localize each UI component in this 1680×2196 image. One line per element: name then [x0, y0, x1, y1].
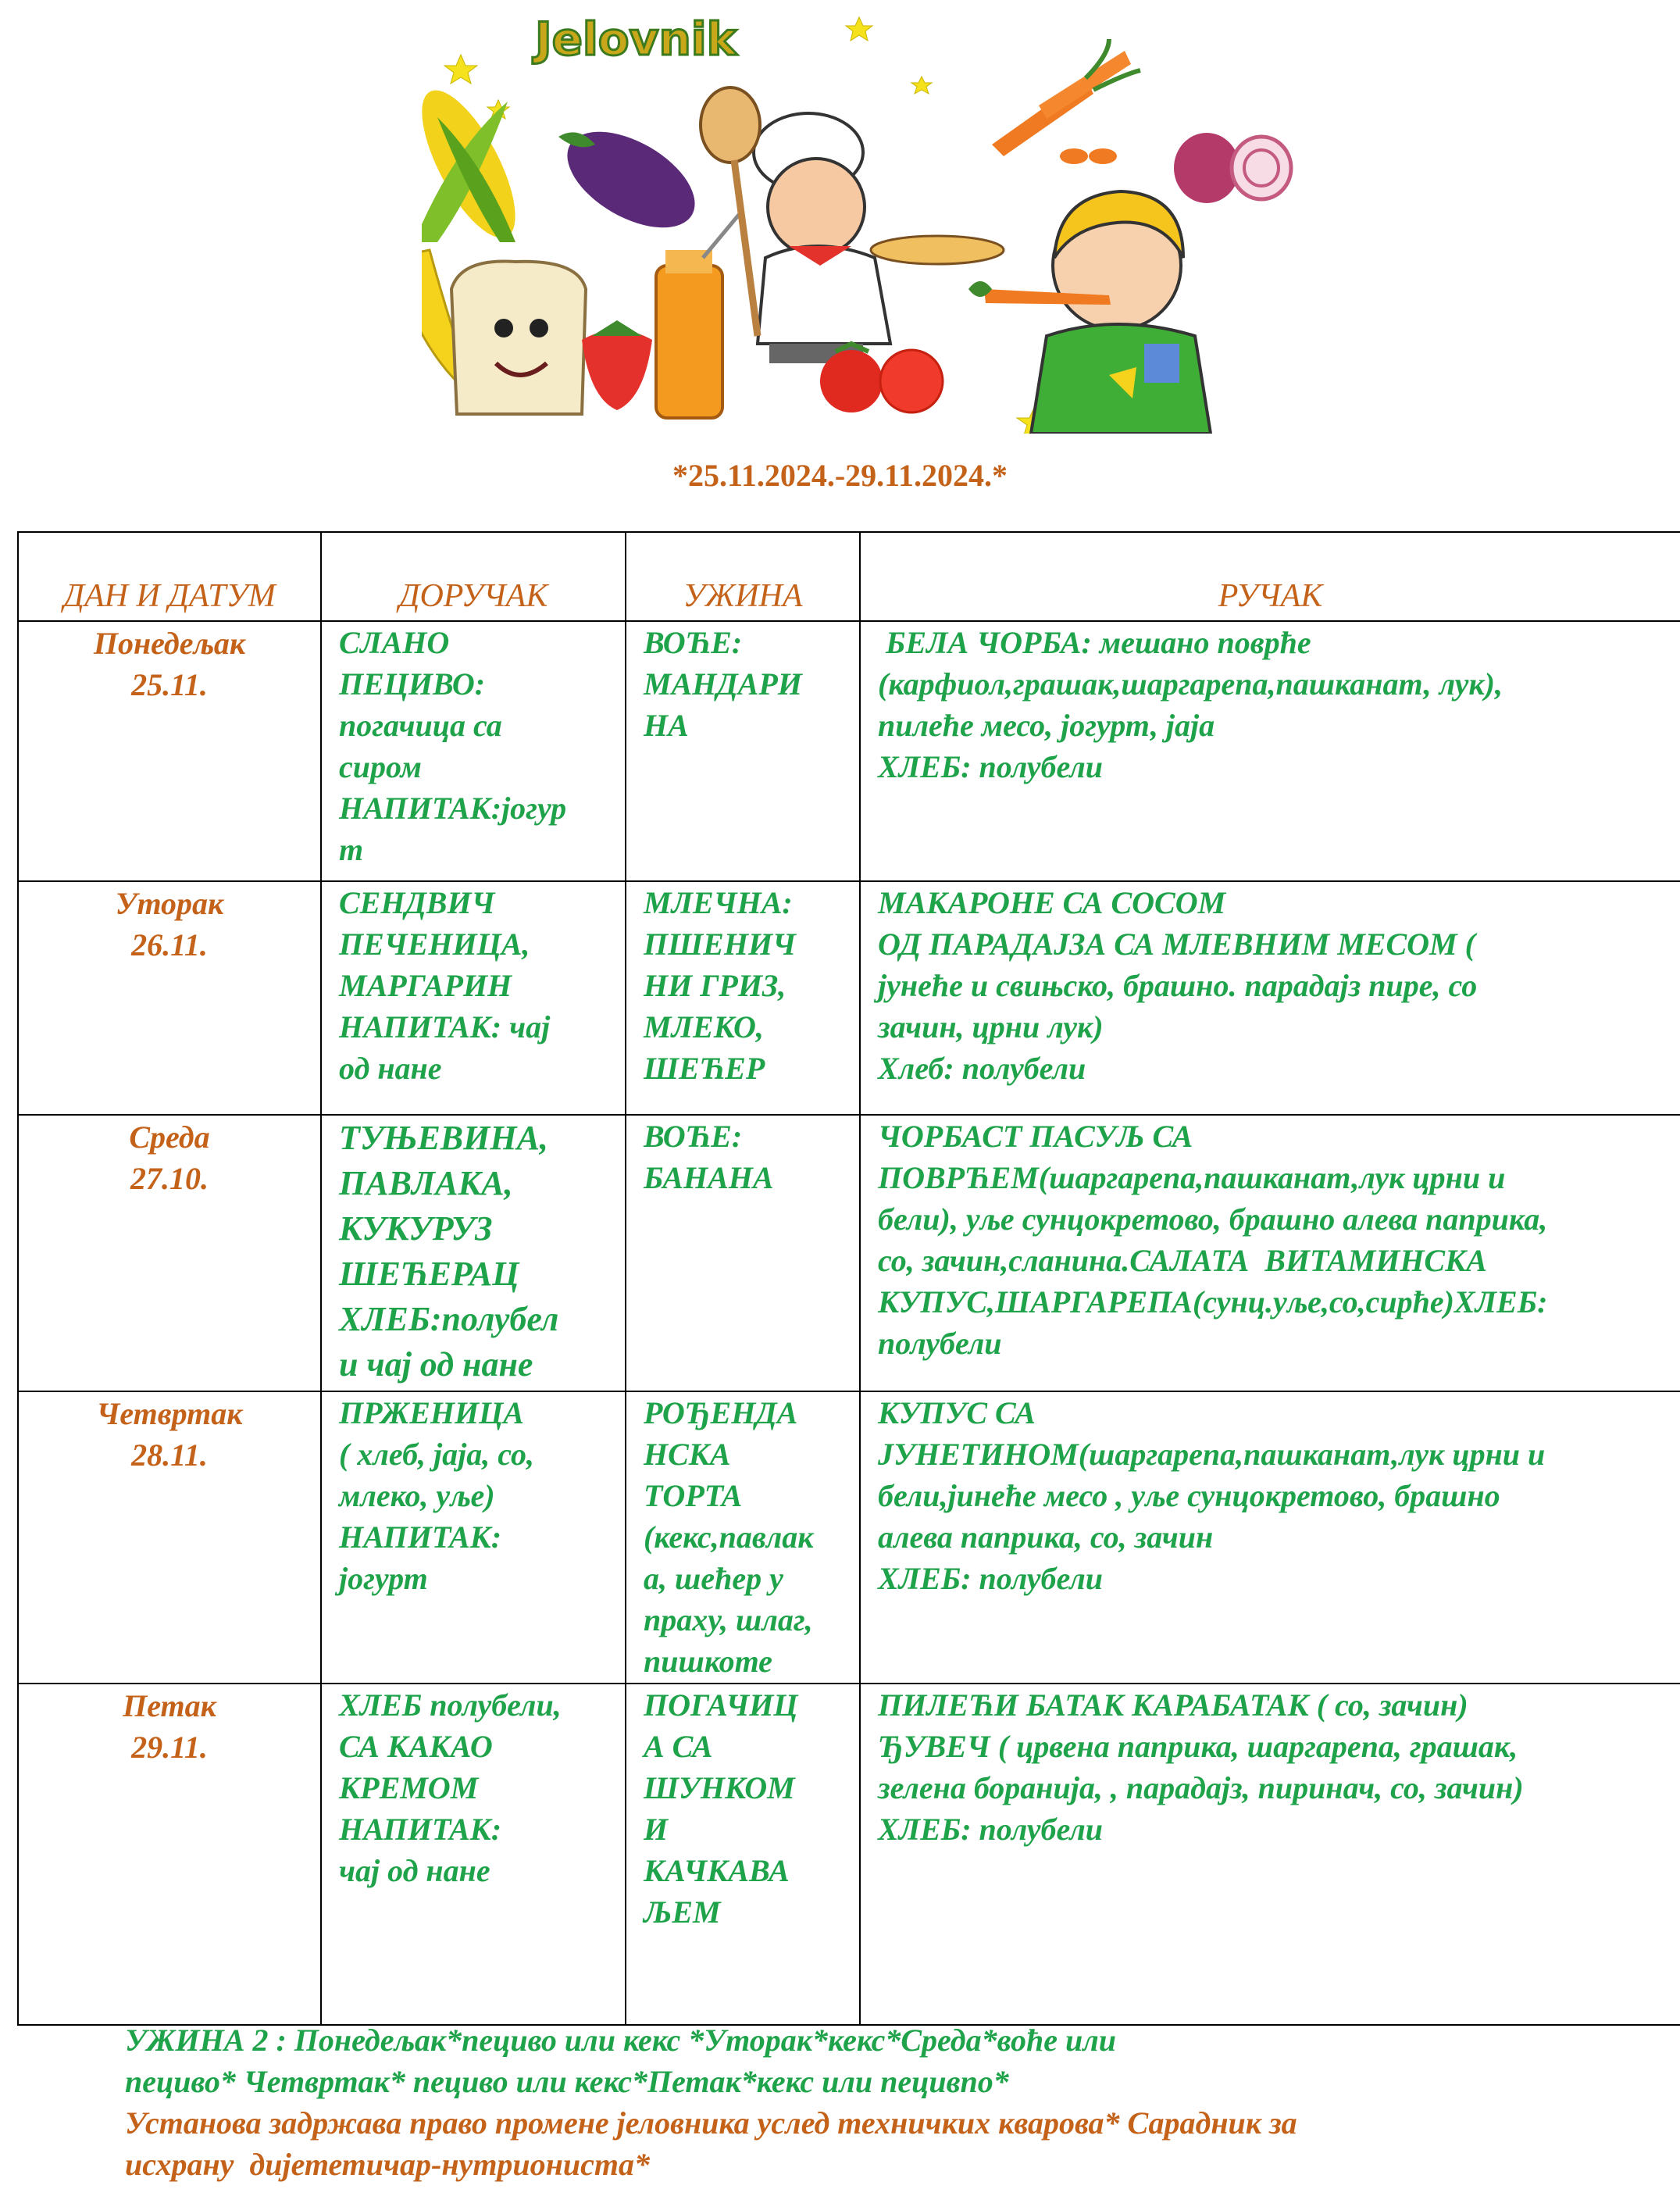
onion-icon [1174, 133, 1291, 203]
breakfast-line: чај од нане [339, 1853, 490, 1888]
day-name: Четвртак [96, 1396, 243, 1431]
breakfast-line: НАПИТАК: [339, 1812, 502, 1847]
lunch-line: БЕЛА ЧОРБА: мешано поврће [878, 625, 1311, 660]
breakfast-line: и чај од нане [339, 1345, 533, 1384]
breakfast-line: ХЛЕБ полубели, [339, 1687, 562, 1723]
day-date: 28.11. [131, 1437, 208, 1473]
snack-line: БАНАНА [644, 1160, 774, 1195]
snack-line: (кекс,павлак [644, 1519, 814, 1555]
banner-title: Jelovnik [535, 12, 737, 66]
day-name: Понедељак [93, 626, 246, 661]
breakfast-cell [321, 881, 626, 1115]
day-name: Петак [123, 1688, 216, 1723]
lunch-line: пилеће месо, јогурт, јаја [878, 708, 1215, 743]
snack-cell [626, 1391, 860, 1684]
corn-icon [422, 77, 533, 250]
lunch-line: јунеће и свињско, брашно. парадајз пире, со [878, 968, 1478, 1003]
breakfast-line: ПЕЧЕНИЦА, [339, 927, 530, 962]
boy-icon [968, 191, 1211, 434]
snack-line: МЛЕЧНА: [644, 885, 793, 920]
snack-line: ВОЋЕ: [644, 1119, 743, 1154]
lunch-line: ХЛЕБ: полубели [878, 1561, 1104, 1596]
table-header-row [18, 532, 1680, 621]
chef-icon [701, 87, 1004, 363]
lunch-cell [860, 1684, 1680, 2025]
breakfast-line: ТУЊЕВИНА, [339, 1119, 548, 1157]
snack2-note-line: пециво* Четвртак* пециво или кекс*Петак*кекс или пецивпо* [125, 2064, 1009, 2099]
snack-line: МАНДАРИ [644, 666, 802, 702]
lunch-line: ЈУНЕТИНОМ(шаргарепа,пашканат,лук црни и [878, 1437, 1546, 1472]
day-name: Среда [129, 1119, 210, 1155]
snack-line: праху, шлаг, [644, 1602, 813, 1637]
breakfast-line: ( хлеб, јаја, со, [339, 1437, 535, 1472]
snack-line: РОЂЕНДА [644, 1395, 798, 1430]
snack-line: ШЕЋЕР [644, 1051, 765, 1086]
day-date: 25.11. [131, 667, 208, 702]
lunch-line: зелена боранија, , парадајз, пиринач, со, зачин) [878, 1770, 1524, 1805]
snack-cell [626, 621, 860, 881]
lunch-line: ПОВРЋЕМ(шаргарепа,пашканат,лук црни и [878, 1160, 1506, 1195]
snack-line: НСКА [644, 1437, 731, 1472]
breakfast-line: ШЕЋЕРАЦ [339, 1255, 519, 1293]
breakfast-cell [321, 1391, 626, 1684]
eggplant-icon [551, 112, 711, 247]
breakfast-line: НАПИТАК: [339, 1519, 502, 1555]
breakfast-line: СЕНДВИЧ [339, 885, 495, 920]
breakfast-line: НАПИТАК:јогур [339, 791, 567, 826]
lunch-cell [860, 1115, 1680, 1391]
lunch-line: бели), уље сунцокретово, брашно алева паприка, [878, 1202, 1548, 1237]
breakfast-line: МАРГАРИН [339, 968, 512, 1003]
breakfast-cell [321, 1684, 626, 2025]
lunch-line: МАКАРОНЕ СА СОСОМ [878, 885, 1226, 920]
lunch-line: алева паприка, со, зачин [878, 1519, 1214, 1555]
lunch-line: ОД ПАРАДАЈЗА СА МЛЕВНИМ МЕСОМ ( [878, 927, 1475, 962]
weekly-menu-table [17, 531, 1680, 2026]
day-cell [18, 881, 321, 1115]
snack-line: а, шећер у [644, 1561, 783, 1596]
day-name: Уторак [115, 886, 224, 921]
lunch-line: полубели [878, 1326, 1002, 1361]
breakfast-line: т [339, 832, 364, 867]
breakfast-line: СА КАКАО [339, 1729, 493, 1764]
snack-line: пишкоте [644, 1644, 772, 1679]
footer-notes [125, 2019, 1656, 2185]
snack-line: МЛЕКО, [644, 1009, 764, 1044]
lunch-line: ХЛЕБ: полубели [878, 749, 1104, 784]
breakfast-line: млеко, уље) [339, 1478, 495, 1513]
lunch-line: бели,јинеће месо , уље сунцокретово, брашно [878, 1478, 1500, 1513]
snack-line: И [644, 1812, 669, 1847]
lunch-line: зачин, црни лук) [878, 1009, 1104, 1044]
day-date: 27.10. [130, 1161, 209, 1196]
day-date: 29.11. [131, 1730, 208, 1765]
lunch-cell [860, 881, 1680, 1115]
breakfast-cell [321, 621, 626, 881]
breakfast-line: СЛАНО [339, 625, 450, 660]
snack2-note-line: УЖИНА 2 : Понедељак*пециво или кекс *Уторак*кекс*Среда*воће или [125, 2023, 1116, 2058]
snack-line: ПШЕНИЧ [644, 927, 796, 962]
day-cell [18, 1684, 321, 2025]
lunch-line: Хлеб: полубели [878, 1051, 1086, 1086]
juice-bottle-icon [656, 211, 742, 418]
lunch-line: ХЛЕБ: полубели [878, 1812, 1104, 1847]
tomato-icon [820, 344, 943, 412]
snack-line: НА [644, 708, 689, 743]
table-row [18, 621, 1680, 881]
snack-line: ШУНКОМ [644, 1770, 795, 1805]
breakfast-line: од нане [339, 1051, 442, 1086]
snack-line: ПОГАЧИЦ [644, 1687, 798, 1723]
breakfast-line: сиром [339, 749, 422, 784]
table-row [18, 1115, 1680, 1391]
day-cell [18, 1391, 321, 1684]
date-range: *25.11.2024.-29.11.2024.* [672, 458, 1008, 493]
carrot-icon [992, 39, 1140, 164]
disclaimer-line: Установа задржава право промене јеловника услед техничких кварова* Сарадник за [125, 2105, 1297, 2141]
snack-line: ТОРТА [644, 1478, 743, 1513]
lunch-cell [860, 621, 1680, 881]
day-cell [18, 621, 321, 881]
column-header-breakfast: ДОРУЧАК [321, 532, 626, 621]
disclaimer-line: исхрану дијететичар-нутриониста* [125, 2147, 650, 2182]
table-row [18, 881, 1680, 1115]
lunch-line: ЧОРБАСТ ПАСУЉ СА [878, 1119, 1193, 1154]
breakfast-line: ПЕЦИВО: [339, 666, 486, 702]
strawberry-icon [582, 320, 652, 410]
breakfast-line: КРЕМОМ [339, 1770, 479, 1805]
column-header-day: ДАН И ДАТУМ [18, 532, 321, 621]
snack-line: ЉЕМ [644, 1894, 721, 1930]
lunch-line: ПИЛЕЋИ БАТАК КАРАБАТАК ( со, зачин) [878, 1687, 1468, 1723]
breakfast-line: ПАВЛАКА, [339, 1164, 513, 1202]
lunch-line: (карфиол,грашак,шаргарепа,пашканат, лук), [878, 666, 1503, 702]
snack-line: А СА [644, 1729, 713, 1764]
breakfast-line: јогурт [339, 1561, 428, 1596]
column-header-snack: УЖИНА [626, 532, 860, 621]
day-date: 26.11. [131, 927, 208, 962]
sandwich-icon [451, 261, 586, 414]
snack-line: КАЧКАВА [644, 1853, 790, 1888]
snack-line: ВОЋЕ: [644, 625, 743, 660]
snack-cell [626, 881, 860, 1115]
breakfast-line: погачица са [339, 708, 502, 743]
lunch-line: КУПУС СА [878, 1395, 1036, 1430]
column-header-lunch: РУЧАК [860, 532, 1680, 621]
lunch-line: со, зачин,сланина.САЛАТА ВИТАМИНСКА [878, 1243, 1487, 1278]
lunch-line: КУПУС,ШАРГАРЕПА(сунц.уље,со,сирће)ХЛЕБ: [878, 1284, 1548, 1319]
snack-cell [626, 1684, 860, 2025]
jelovnik-banner-illustration [422, 8, 1304, 434]
lunch-line: ЂУВЕЧ ( црвена паприка, шаргарепа, грашак, [878, 1729, 1518, 1764]
day-cell [18, 1115, 321, 1391]
lunch-cell [860, 1391, 1680, 1684]
breakfast-line: КУКУРУЗ [339, 1209, 493, 1248]
table-row [18, 1684, 1680, 2025]
snack-line: НИ ГРИЗ, [644, 968, 786, 1003]
breakfast-cell [321, 1115, 626, 1391]
breakfast-line: ХЛЕБ:полубел [339, 1300, 559, 1338]
snack-cell [626, 1115, 860, 1391]
table-row [18, 1391, 1680, 1684]
breakfast-line: ПРЖЕНИЦА [339, 1395, 524, 1430]
breakfast-line: НАПИТАК: чај [339, 1009, 551, 1044]
